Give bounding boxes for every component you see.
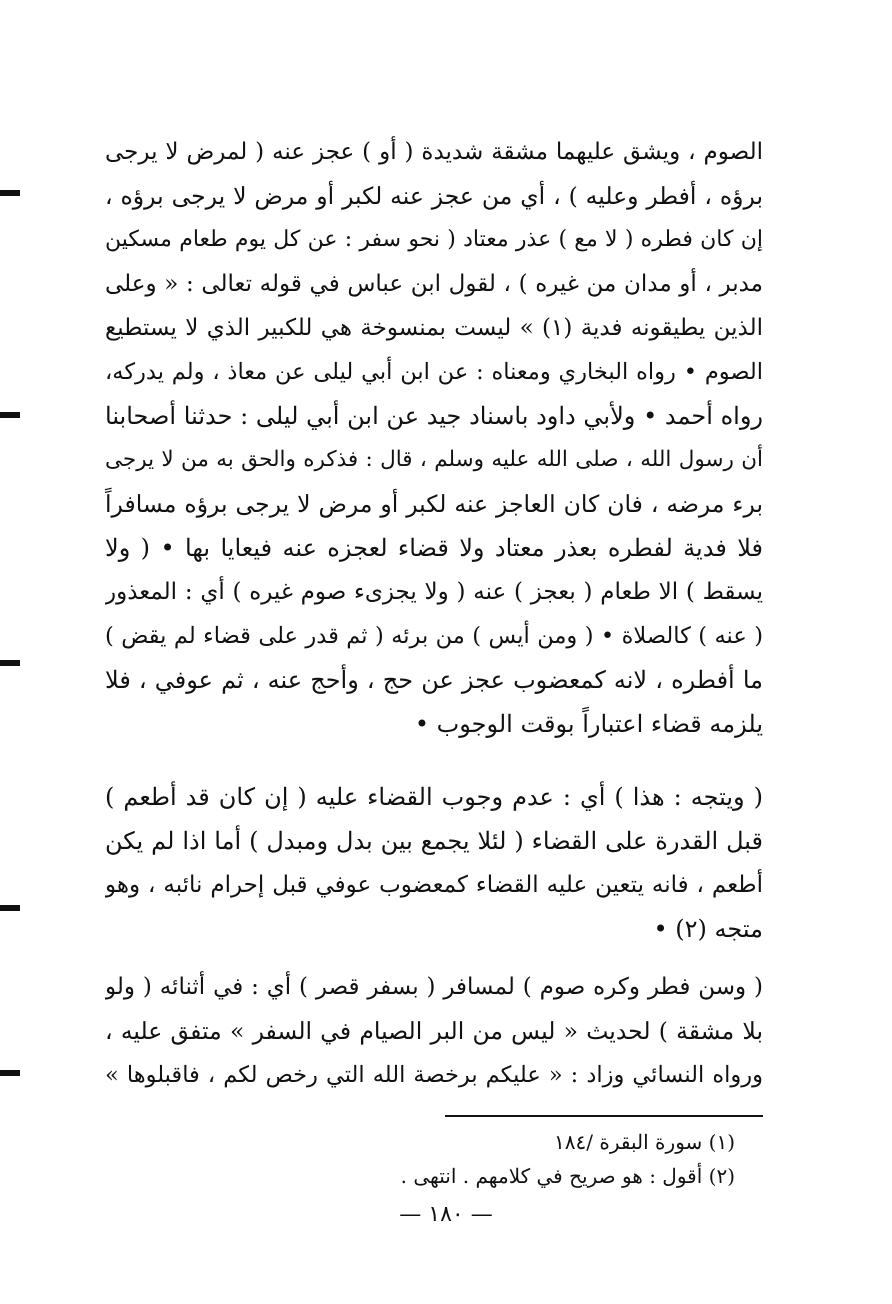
text-line: إن كان فطره ( لا مع ) عذر معتاد ( نحو سفر : عن كل يوم طعام مسكين [105, 227, 763, 252]
text-line: الذين يطيقونه فدية (١) » ليست بمنسوخة هي للكبير الذي لا يستطيع [105, 315, 763, 341]
text-line: رواه أحمد • ولأبي داود باسناد جيد عن ابن أبي ليلى : حدثنا أصحابنا [105, 402, 763, 430]
text-line: برؤه ، أفطر وعليه ) ، أي من عجز عنه لكبر أو مرض لا يرجى برؤه ، [105, 182, 763, 210]
margin-mark [0, 905, 20, 911]
text-line: مدبر ، أو مدان من غيره ) ، لقول ابن عباس في قوله تعالى : « وعلى [105, 271, 763, 297]
footnote: (٢) أقول : هو صريح في كلامهم . انتهى . [400, 1164, 735, 1188]
text-line: يسقط ) الا طعام ( بعجز ) عنه ( ولا يجزىء صوم غيره ) أي : المعذور [105, 579, 763, 605]
footnote-divider [445, 1115, 763, 1117]
text-line: ورواه النسائي وزاد : « عليكم برخصة الله التي رخص لكم ، فاقبلوها » [105, 1062, 763, 1088]
margin-mark [0, 190, 20, 196]
margin-mark [0, 1070, 20, 1076]
text-line: أطعم ، فانه يتعين عليه القضاء كمعضوب عوفي قبل إحرام نائبه ، وهو [105, 872, 763, 898]
paragraph [105, 965, 763, 1097]
text-line: برء مرضه ، فان كان العاجز عنه لكبر أو مرض لا يرجى برؤه مسافراً [105, 490, 763, 518]
text-line: ( وسن فطر وكره صوم ) لمسافر ( بسفر قصر ) أي : في أثنائه ( ولو [105, 974, 763, 1000]
margin-mark [0, 412, 20, 418]
text-line: الصوم • رواه البخاري ومعناه : عن ابن أبي ليلى عن معاذ ، ولم يدركه، [105, 359, 763, 385]
text-line: الصوم ، ويشق عليهما مشقة شديدة ( أو ) عجز عنه ( لمرض لا يرجى [105, 139, 763, 165]
text-line: ما أفطره ، لانه كمعضوب عجز عن حج ، وأحج عنه ، ثم عوفي ، فلا [105, 666, 763, 694]
page-number: — ١٨٠ — [399, 1202, 493, 1227]
text-line: ( عنه ) كالصلاة • ( ومن أيس ) من برئه ( ثم قدر على قضاء لم يقض ) [105, 623, 763, 649]
paragraph [105, 775, 763, 951]
text-line: فلا فدية لفطره بعذر معتاد ولا قضاء لعجزه عنه فيعايا بها • ( ولا [105, 534, 763, 562]
text-line: قبل القدرة على القضاء ( لئلا يجمع بين بدل ومبدل ) أما اذا لم يكن [105, 827, 763, 855]
margin-mark [0, 660, 20, 666]
text-line: ( ويتجه : هذا ) أي : عدم وجوب القضاء عليه ( إن كان قد أطعم ) [105, 783, 763, 811]
text-line: يلزمه قضاء اعتباراً بوقت الوجوب • [414, 710, 763, 738]
text-line: أن رسول الله ، صلى الله عليه وسلم ، قال : فذكره والحق به من لا يرجى [105, 447, 763, 472]
text-line: بلا مشقة ) لحديث « ليس من البر الصيام في السفر » متفق عليه ، [105, 1017, 763, 1045]
footnotes [105, 1125, 735, 1193]
footnote: (١) سورة البقرة /١٨٤ [554, 1130, 735, 1154]
text-line: متجه (٢) • [653, 915, 763, 943]
paragraph [105, 130, 763, 746]
